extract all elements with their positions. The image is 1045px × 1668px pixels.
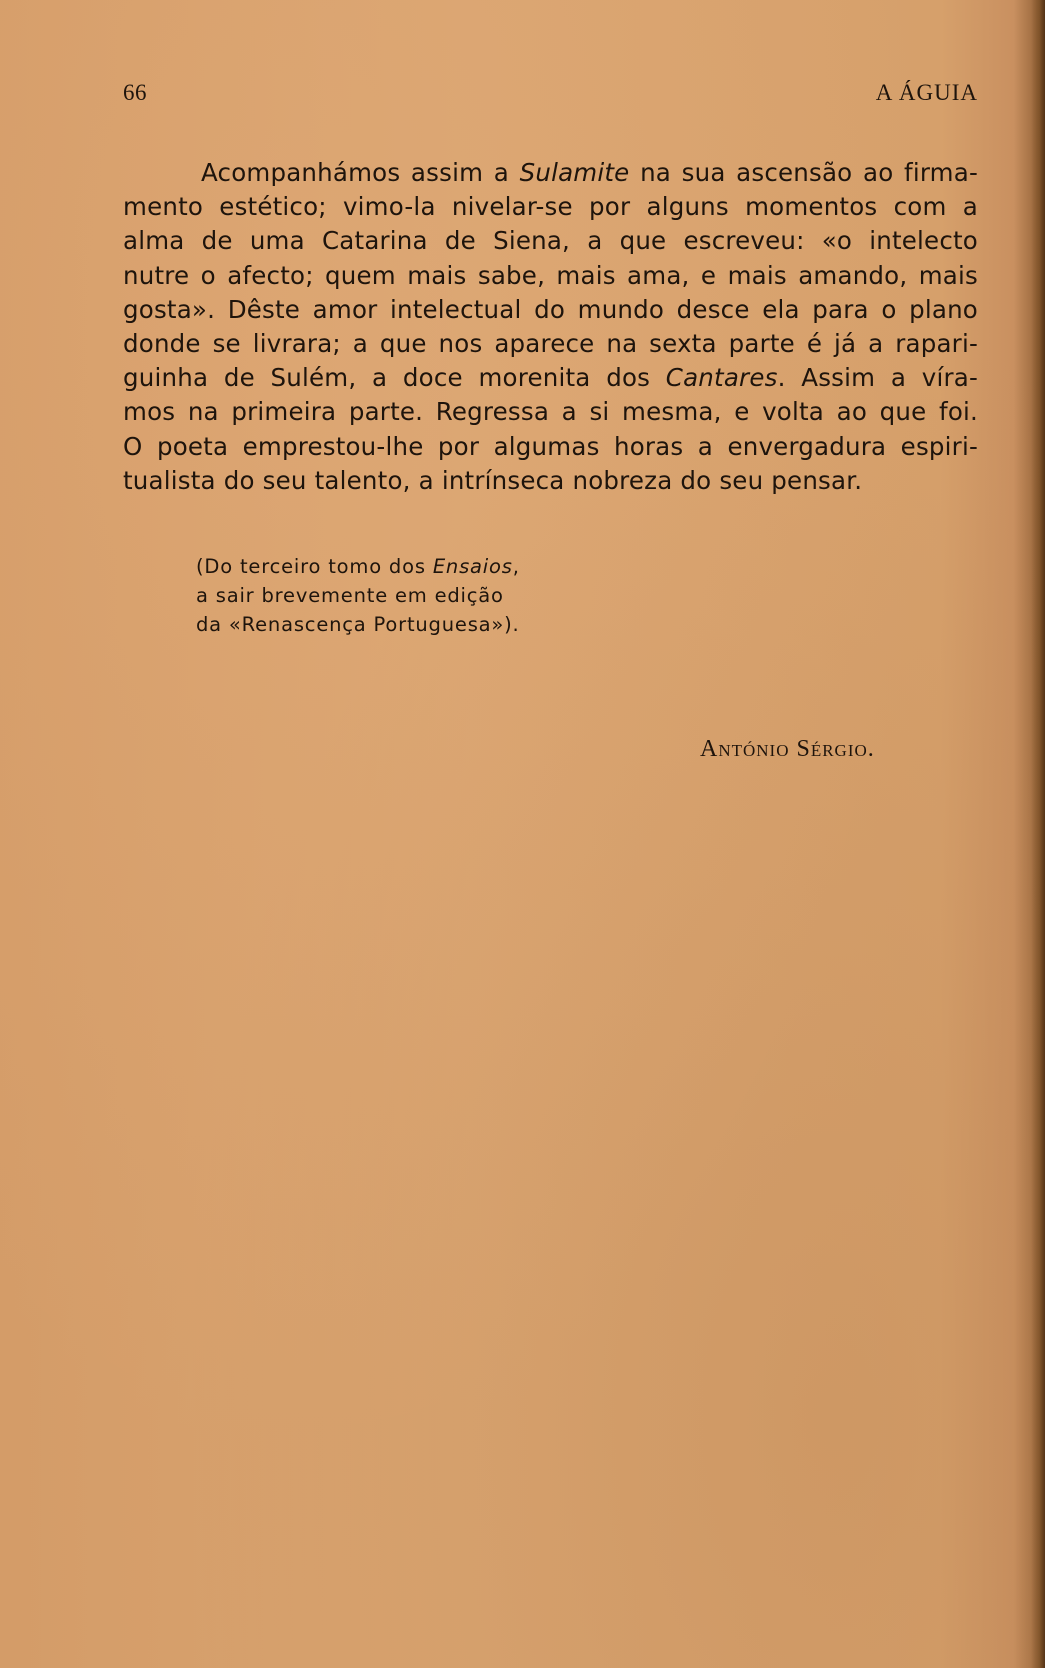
body-paragraph bbox=[123, 156, 978, 498]
body-line: guinha de Sulém, a doce morenita dos Cantares. Assim a víra- bbox=[123, 363, 978, 393]
body-line: O poeta emprestou-lhe por algumas horas a envergadura espiri- bbox=[123, 431, 978, 461]
running-title: A ÁGUIA bbox=[875, 80, 978, 105]
body-line: mos na primeira parte. Regressa a si mesma, e volta ao que foi. bbox=[123, 397, 978, 427]
body-line: donde se livrara; a que nos aparece na sexta parte é já a rapari- bbox=[123, 329, 978, 359]
source-note bbox=[196, 552, 520, 639]
note-line: (Do terceiro tomo dos Ensaios, bbox=[196, 555, 520, 578]
page-edge-shadow bbox=[1031, 0, 1045, 1668]
author-name: António Sérgio. bbox=[700, 736, 875, 762]
page-header bbox=[123, 80, 978, 112]
author-signature bbox=[700, 736, 875, 763]
page-number: 66 bbox=[123, 80, 147, 105]
body-line: tualista do seu talento, a intrínseca nobreza do seu pensar. bbox=[123, 465, 863, 495]
note-line: da «Renascença Portuguesa»). bbox=[196, 613, 520, 636]
italic-title: Sulamite bbox=[519, 158, 630, 187]
note-line: a sair brevemente em edição bbox=[196, 584, 504, 607]
body-line: Acompanhámos assim a Sulamite na sua ascensão ao firma- bbox=[201, 158, 978, 187]
body-line: nutre o afecto; quem mais sabe, mais ama, e mais amando, mais bbox=[123, 260, 978, 290]
body-line: alma de uma Catarina de Siena, a que escreveu: «o intelecto bbox=[123, 226, 978, 256]
body-line: gosta». Dêste amor intelectual do mundo desce ela para o plano bbox=[123, 294, 978, 324]
italic-title: Ensaios bbox=[432, 555, 513, 578]
body-line: mento estético; vimo-la nivelar-se por alguns momentos com a bbox=[123, 192, 978, 222]
italic-title: Cantares bbox=[665, 363, 778, 393]
